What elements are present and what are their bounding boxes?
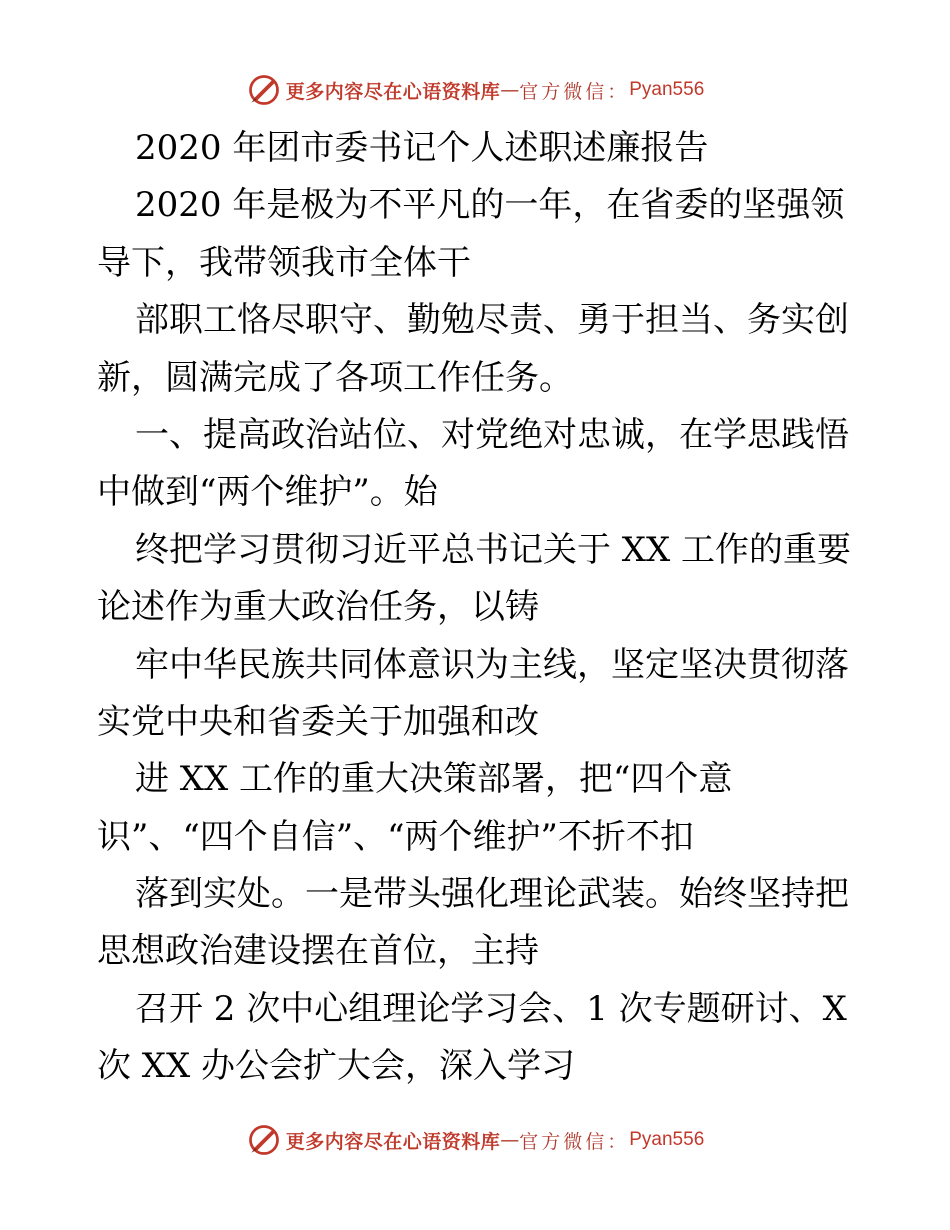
text-line: 2020 年是极为不平凡的一年，在省委的坚强领 — [135, 185, 845, 226]
text-line: 落到实处。一是带头强化理论武装。始终坚持把 — [135, 874, 849, 915]
pen-logo-icon — [246, 1122, 282, 1158]
banner-wechat-id: Pyan556 — [629, 1129, 705, 1150]
banner-main-text: 更多内容尽在心语资料库 — [285, 80, 501, 103]
text-line: 识”、“四个自信”、“两个维护”不折不扣 — [97, 816, 694, 857]
banner-dash: — — [500, 79, 520, 101]
text-line: 一、提高政治站位、对党绝对忠诚，在学思践悟 — [135, 414, 849, 455]
text-line: 牢中华民族共同体意识为主线，坚定坚决贯彻落 — [135, 644, 849, 685]
document-title: 2020 年团市委书记个人述职述廉报告 — [135, 128, 709, 168]
body-text — [97, 120, 857, 1096]
text-line: 中做到“两个维护”。始 — [97, 472, 438, 513]
pen-logo-icon — [246, 72, 282, 108]
text-line: 进 XX 工作的重大决策部署，把“四个意 — [135, 759, 733, 800]
banner-wechat-label: 官方微信： — [519, 80, 630, 103]
text-line: 次 XX 办公会扩大会，深入学习 — [97, 1046, 576, 1087]
text-line: 终把学习贯彻习近平总书记关于 XX 工作的重要 — [135, 529, 852, 570]
text-line: 论述作为重大政治任务，以铸 — [97, 587, 539, 628]
text-line: 思想政治建设摆在首位，主持 — [97, 931, 539, 972]
banner-dash: — — [500, 1129, 520, 1151]
banner-wechat-id: Pyan556 — [629, 79, 705, 100]
header-banner — [0, 68, 950, 112]
text-line: 导下，我带领我市全体干 — [97, 242, 471, 283]
text-line: 新，圆满完成了各项工作任务。 — [97, 357, 573, 398]
banner-wechat-label: 官方微信： — [519, 1130, 630, 1153]
banner-main-text: 更多内容尽在心语资料库 — [285, 1130, 501, 1153]
text-line: 召开 2 次中心组理论学习会、1 次专题研讨、X — [135, 988, 847, 1029]
footer-banner — [0, 1118, 950, 1162]
text-line: 实党中央和省委关于加强和改 — [97, 701, 539, 742]
text-line: 部职工恪尽职守、勤勉尽责、勇于担当、务实创 — [135, 300, 849, 341]
